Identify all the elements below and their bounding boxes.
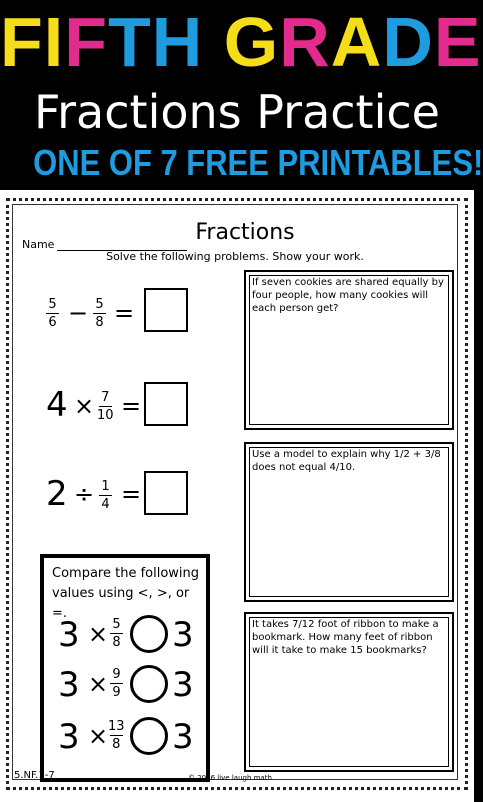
divide-sign: ÷ (74, 480, 95, 508)
fraction-bar (99, 406, 112, 407)
compare-right-number: 3 (172, 665, 194, 705)
title-letters: TH (107, 3, 204, 81)
equals-sign: = (114, 299, 135, 327)
worksheet-title: Fractions (195, 220, 295, 245)
answer-box[interactable] (144, 288, 188, 332)
fraction-bar (110, 735, 123, 736)
compare-circle[interactable] (130, 665, 168, 703)
denominator: 9 (112, 685, 121, 700)
word-problem-text: Use a model to explain why 1/2 + 3/8 does not equal 4/10. (252, 449, 441, 473)
times-sign: × (74, 392, 95, 420)
header-banner (0, 0, 483, 190)
fraction (110, 668, 123, 699)
numerator: 1 (101, 479, 110, 494)
equals-sign: = (121, 480, 142, 508)
fraction (46, 298, 59, 329)
whole-number: 2 (46, 474, 68, 514)
numerator: 5 (112, 617, 121, 632)
whole-number: 4 (46, 385, 68, 425)
compare-right-number: 3 (172, 717, 194, 757)
fraction (99, 480, 112, 511)
compare-prompt: Compare the following values using <, >, or =. (52, 566, 200, 621)
times-sign: × (88, 670, 109, 698)
compare-circle[interactable] (130, 717, 168, 755)
denominator: 8 (112, 635, 121, 650)
title-letters: R (279, 3, 331, 81)
denominator: 8 (112, 737, 121, 752)
fraction (108, 720, 125, 751)
copyright: © 2016 live laugh math (188, 774, 272, 782)
denominator: 4 (101, 497, 110, 512)
title-letters: E (433, 3, 482, 81)
numerator: 13 (108, 719, 125, 734)
times-sign: × (88, 722, 109, 750)
equals-sign: = (121, 392, 142, 420)
compare-left-number: 3 (58, 615, 80, 655)
denominator: 8 (95, 315, 104, 330)
title-letters: G (223, 3, 280, 81)
denominator: 6 (48, 315, 57, 330)
fraction-bar (110, 633, 123, 634)
answer-box[interactable] (144, 471, 188, 515)
fraction (97, 391, 114, 422)
title-space (203, 2, 223, 82)
fractions-practice-subtitle: Fractions Practice (34, 85, 440, 139)
fraction (93, 298, 106, 329)
compare-right-number: 3 (172, 615, 194, 655)
free-printables-line: ONE OF 7 FREE PRINTABLES! (33, 142, 483, 183)
fifth-grade-title (0, 2, 482, 82)
title-letters: FI (0, 3, 65, 81)
title-letters: F (64, 3, 108, 81)
fraction-bar (93, 313, 106, 314)
answer-box[interactable] (144, 382, 188, 426)
fraction-bar (99, 495, 112, 496)
numerator: 7 (101, 390, 110, 405)
word-problem-text: It takes 7/12 foot of ribbon to make a bookmark. How many feet of ribbon will it take to make 15 bookmarks? (252, 619, 439, 656)
numerator: 9 (112, 667, 121, 682)
numerator: 5 (95, 297, 104, 312)
numerator: 5 (48, 297, 57, 312)
times-sign: × (88, 620, 109, 648)
compare-left-number: 3 (58, 665, 80, 705)
word-problem-text: If seven cookies are shared equally by four people, how many cookies will each person get? (252, 277, 444, 314)
worksheet (0, 190, 474, 802)
title-letters: A (330, 3, 383, 81)
fraction-bar (110, 683, 123, 684)
title-letters: D (382, 3, 434, 81)
standard-code: 5.NF.1-7 (14, 770, 55, 781)
name-label: Name (22, 238, 55, 251)
denominator: 10 (97, 408, 114, 423)
compare-left-number: 3 (58, 717, 80, 757)
fraction-bar (46, 313, 59, 314)
minus-sign: − (68, 299, 89, 327)
compare-circle[interactable] (130, 615, 168, 653)
instructions: Solve the following problems. Show your work. (106, 250, 364, 263)
fraction (110, 618, 123, 649)
